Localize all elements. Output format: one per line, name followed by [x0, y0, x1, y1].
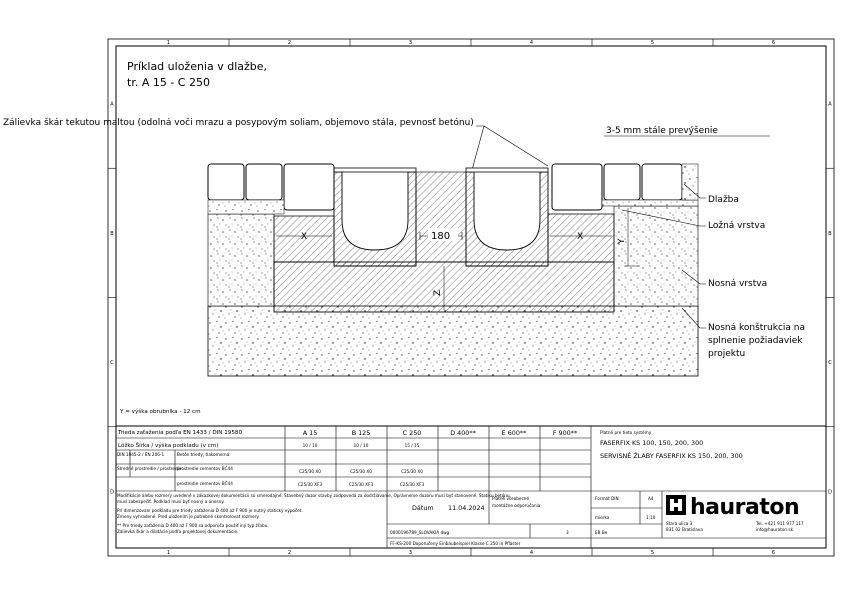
frame-row-left-C: C — [110, 360, 114, 367]
tb-systems-1: FASERFIX KS 100, 150, 200, 300 — [600, 439, 704, 447]
label-konstrukcia-1: Nosná konštrukcia na — [708, 323, 805, 333]
frame-row-right-C: C — [828, 360, 832, 367]
logo-text: hauraton — [690, 495, 800, 520]
frame-row-left-A: A — [110, 101, 114, 108]
drawing-title-line2: tr. A 15 - C 250 — [127, 76, 210, 89]
grout-leader-left — [472, 126, 484, 170]
frame-row-left-D: D — [110, 489, 114, 496]
tb-notes-5: ** Pre triedy zaťaženia D 400 až F 900 sa odporúča použiť iný typ žľabu. — [117, 523, 269, 528]
frame-col-top-1: 1 — [166, 40, 171, 46]
frame-col-bottom-6: 6 — [771, 550, 776, 556]
frame-col-top-2: 2 — [287, 40, 292, 46]
tb-email: info@hauraton.sk — [756, 527, 793, 532]
tb-load-class: B 125 — [351, 429, 371, 437]
base-layer-right — [614, 206, 698, 306]
tb-format-label: Formát DIN — [595, 496, 619, 501]
tb-phone: Tel. +421 911 977 117 — [756, 521, 804, 526]
tb-footer-text: FF-KS-200 Doporučený Einbaubeispiel Klasse C 250 in Pflaster — [390, 541, 521, 546]
frame-row-right-B: B — [828, 230, 832, 237]
tb-sheet-no: 3 — [566, 530, 569, 535]
frame-col-top-4: 4 — [529, 40, 534, 46]
tb-dims-value: 10 / 10 — [302, 443, 318, 448]
subbase-layer — [208, 306, 698, 376]
label-lozna: Ložná vrstva — [708, 221, 766, 231]
tb-load-class: F 900** — [552, 429, 578, 437]
label-nosna: Nosná vrstva — [708, 279, 768, 289]
label-dlazba: Dlažba — [708, 195, 739, 205]
tb-side-label-2: Betón triedy, tlakomerná — [177, 452, 230, 457]
paver-right-3 — [642, 164, 682, 200]
hauraton-logo — [666, 495, 799, 520]
tb-strength-value: C25/30 X0 — [401, 469, 423, 474]
tb-notes-2: musí zabezpečiť. Podklad musí byť nosný a únosný. — [117, 499, 225, 504]
bedding-left — [208, 200, 284, 214]
tb-section-label-2: montážne odporúčania — [492, 503, 541, 508]
tb-frost-value: C25/30 XF3 — [348, 482, 374, 487]
tb-notes-3: Pri dimenzovaní podkladu pre triedy zaťaženia D 400 až F 900 je nutný statický výpočet. — [117, 508, 303, 513]
frame-col-bottom-4: 4 — [529, 550, 534, 556]
tb-scale-label: mierka — [595, 515, 610, 520]
middle-joint — [416, 172, 466, 262]
channel-right — [466, 168, 548, 266]
footnote: Y = výška obrubníka - 12 cm — [120, 409, 201, 415]
frame-row-right-D: D — [828, 489, 832, 496]
tb-scale-value: 1:10 — [646, 515, 656, 520]
frame-row-left-B: B — [110, 230, 114, 237]
cross-section — [208, 164, 698, 376]
tb-date-label: Dátum — [412, 504, 434, 512]
tb-side-label-1: DIN 1045-2 / EN 206-1 — [117, 452, 165, 457]
tb-notes-4: Zmeny vyhradené. Pred uložením je potrebné skontrolovať rozmery. — [117, 514, 260, 519]
tb-row-strength-label: Stredné prostredie / prostredie — [117, 466, 182, 471]
tb-frost-value: C25/30 XF3 — [297, 482, 323, 487]
tb-row-frost-sub: prostredie cementov BČ44 — [177, 481, 233, 486]
tb-notes-1: Modifikácie alebo rozmery uvedené v zákazkovej dokumentácii sú smerodajné. Stavebný dozor stavby zodpovedá za dodržiavanie, Oprávnenie dozoru musí byť stanovené. Statiku betónu — [117, 493, 510, 498]
label-konstrukcia-2: splnenie požiadaviek — [708, 336, 803, 346]
tb-valid-label: Platné pre tieto systémy — [600, 430, 652, 435]
tb-drawing-no: 0000196789_SLOVAKIA dwg — [390, 530, 450, 535]
tb-load-class: C 250 — [402, 429, 422, 437]
bedding-right — [602, 200, 698, 206]
paver-right-2 — [604, 164, 640, 200]
frame-col-bottom-3: 3 — [408, 550, 413, 556]
frame-col-top-3: 3 — [408, 40, 413, 46]
tb-load-class: A 15 — [302, 429, 318, 437]
tb-load-class: D 400** — [450, 429, 476, 437]
tb-strength-value: C25/30 X0 — [299, 469, 321, 474]
dim-x-left: X — [301, 232, 308, 242]
frame-col-top-6: 6 — [771, 40, 776, 46]
frame-col-bottom-1: 1 — [166, 550, 171, 556]
frame-row-right-A: A — [828, 101, 832, 108]
frame-col-top-5: 5 — [650, 40, 655, 46]
dim-z: Z — [433, 289, 443, 296]
tb-strength-value: C25/30 X0 — [350, 469, 372, 474]
grout-leader-right — [484, 126, 548, 166]
tb-notes-6: Zálievka škár a dilatácie podľa projektovej dokumentácie. — [117, 529, 239, 534]
tb-format-value: A4 — [648, 496, 654, 501]
frame-col-bottom-2: 2 — [287, 550, 292, 556]
frame-col-bottom-5: 5 — [650, 550, 655, 556]
raise-note: 3-5 mm stále prevýšenie — [606, 126, 718, 136]
tb-dims-value: 15 / 15 — [404, 443, 420, 448]
base-layer-left — [208, 214, 274, 306]
paver-left-1 — [208, 164, 244, 200]
tb-address-2: 831 02 Bratislava — [666, 527, 703, 532]
tb-row-strength-sub: prostredie cementov BČ44 — [177, 466, 233, 471]
paver-left-2 — [246, 164, 282, 200]
dim-width: 180 — [431, 231, 451, 242]
grout-note: Zálievka škár tekutou maltou (odolná voči mrazu a posypovým soliam, objemovo stála, pevnosť betónu) — [3, 118, 474, 128]
tb-table-title: Trieda zaťaženia podľa EN 1433 / DIN 19580 — [118, 430, 243, 436]
tb-frost-value: C25/30 XF3 — [399, 482, 425, 487]
tb-systems-2: SERVISNÉ ŽLABY FASERFIX KS 150, 200, 300 — [600, 452, 743, 460]
dim-y: Y — [617, 238, 627, 244]
tb-load-class: E 600** — [501, 429, 527, 437]
drawing-title-line1: Príklad uloženia v dlažbe, — [127, 60, 268, 73]
tb-row-dims-label: Lôžko Šírka / výška podkladu (v cm) — [118, 443, 219, 449]
paver-right-1 — [552, 164, 602, 210]
paver-left-3 — [284, 164, 334, 210]
tb-eb-label: EB Be — [595, 530, 608, 535]
tb-dims-value: 10 / 10 — [353, 443, 369, 448]
dim-x-right: X — [577, 232, 584, 242]
tb-date-value: 11.04.2024 — [448, 504, 485, 512]
tb-address-1: Stará ulica 3 — [666, 521, 693, 526]
channel-left — [334, 168, 416, 266]
tb-section-label-1: Platné všeobecné — [492, 496, 530, 501]
label-konstrukcia-3: projektu — [708, 349, 746, 359]
